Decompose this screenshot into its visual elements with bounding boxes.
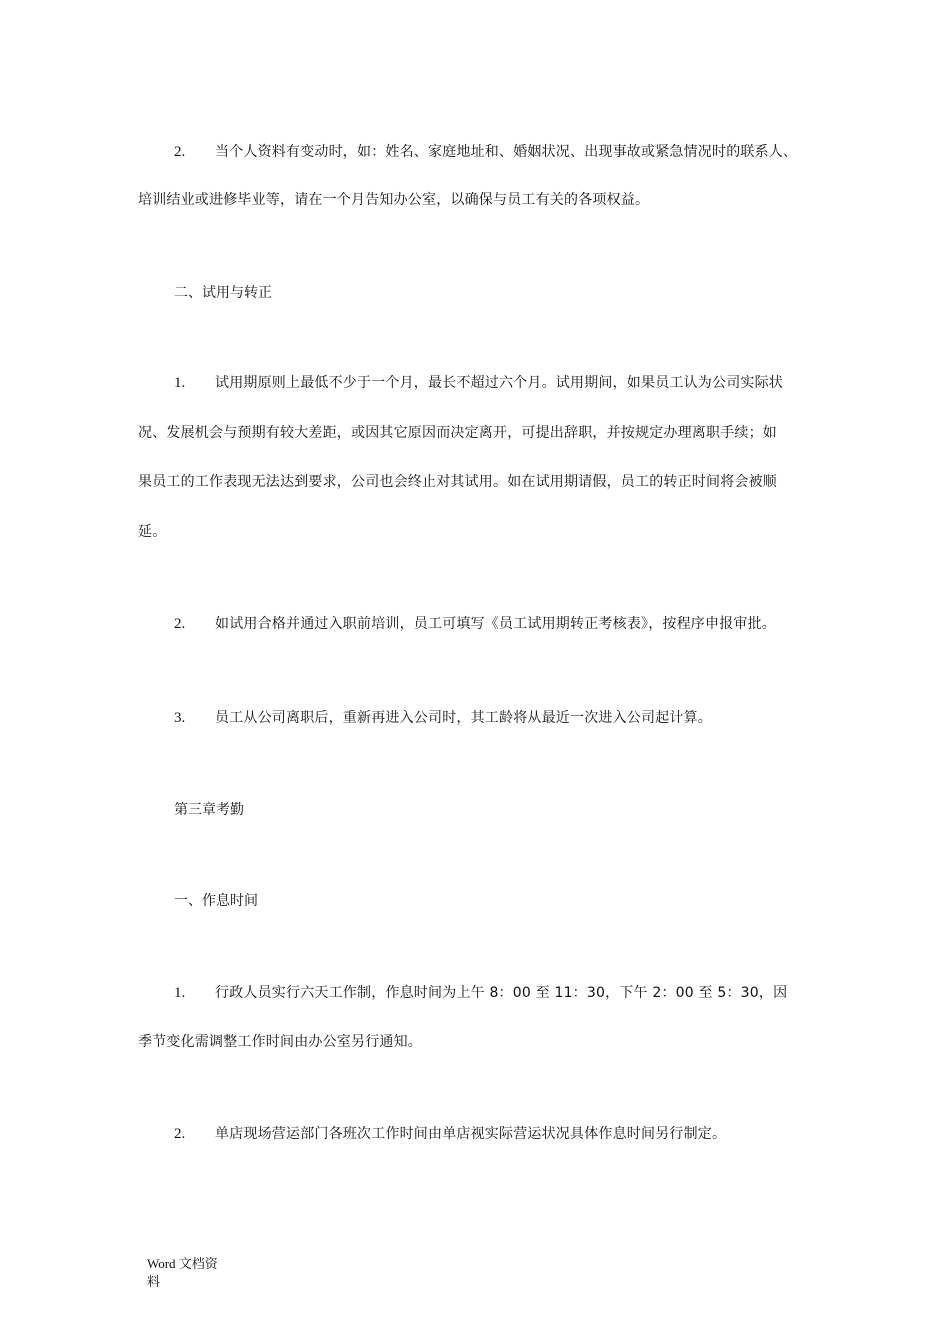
paragraph-line: 员工从公司离职后，重新再进入公司时，其工龄将从最近一次进入公司起计算。	[215, 710, 712, 726]
item-number: 2.	[174, 144, 186, 160]
section-heading: 二、试用与转正	[174, 285, 272, 301]
paragraph-line: 当个人资料有变动时，如：姓名、家庭地址和、婚姻状况、出现事故或紧急情况时的联系人、	[215, 144, 798, 160]
paragraph-line: 行政人员实行六天工作制，作息时间为上午 8：00 至 11：30，下午 2：00 至 5：30，因	[215, 985, 788, 1001]
paragraph-line: 延。	[138, 524, 167, 540]
item-number: 3.	[174, 710, 186, 726]
footer-line: 料	[147, 1274, 161, 1289]
paragraph-line: 果员工的工作表现无法达到要求，公司也会终止对其试用。如在试用期请假，员工的转正时间将会被顺	[138, 474, 777, 490]
section-heading: 一、作息时间	[174, 893, 258, 909]
page-footer	[147, 1255, 218, 1291]
paragraph-line: 单店现场营运部门各班次工作时间由单店视实际营运状况具体作息时间另行制定。	[215, 1126, 727, 1142]
item-number: 1.	[174, 985, 186, 1001]
paragraph-line: 培训结业或进修毕业等，请在一个月告知办公室，以确保与员工有关的各项权益。	[138, 192, 650, 208]
item-number: 2.	[174, 1126, 186, 1142]
item-number: 2.	[174, 616, 186, 632]
item-number: 1.	[174, 375, 186, 391]
footer-line: Word 文档资	[147, 1256, 218, 1271]
paragraph-line: 试用期原则上最低不少于一个月，最长不超过六个月。试用期间，如果员工认为公司实际状	[215, 375, 783, 391]
chapter-heading: 第三章考勤	[174, 802, 244, 818]
paragraph-line: 如试用合格并通过入职前培训，员工可填写《员工试用期转正考核表》，按程序申报审批。	[215, 616, 776, 632]
paragraph-line: 季节变化需调整工作时间由办公室另行通知。	[138, 1034, 422, 1050]
paragraph-line: 况、发展机会与预期有较大差距，或因其它原因而决定离开，可提出辞职，并按规定办理离职手续；如	[138, 425, 777, 441]
